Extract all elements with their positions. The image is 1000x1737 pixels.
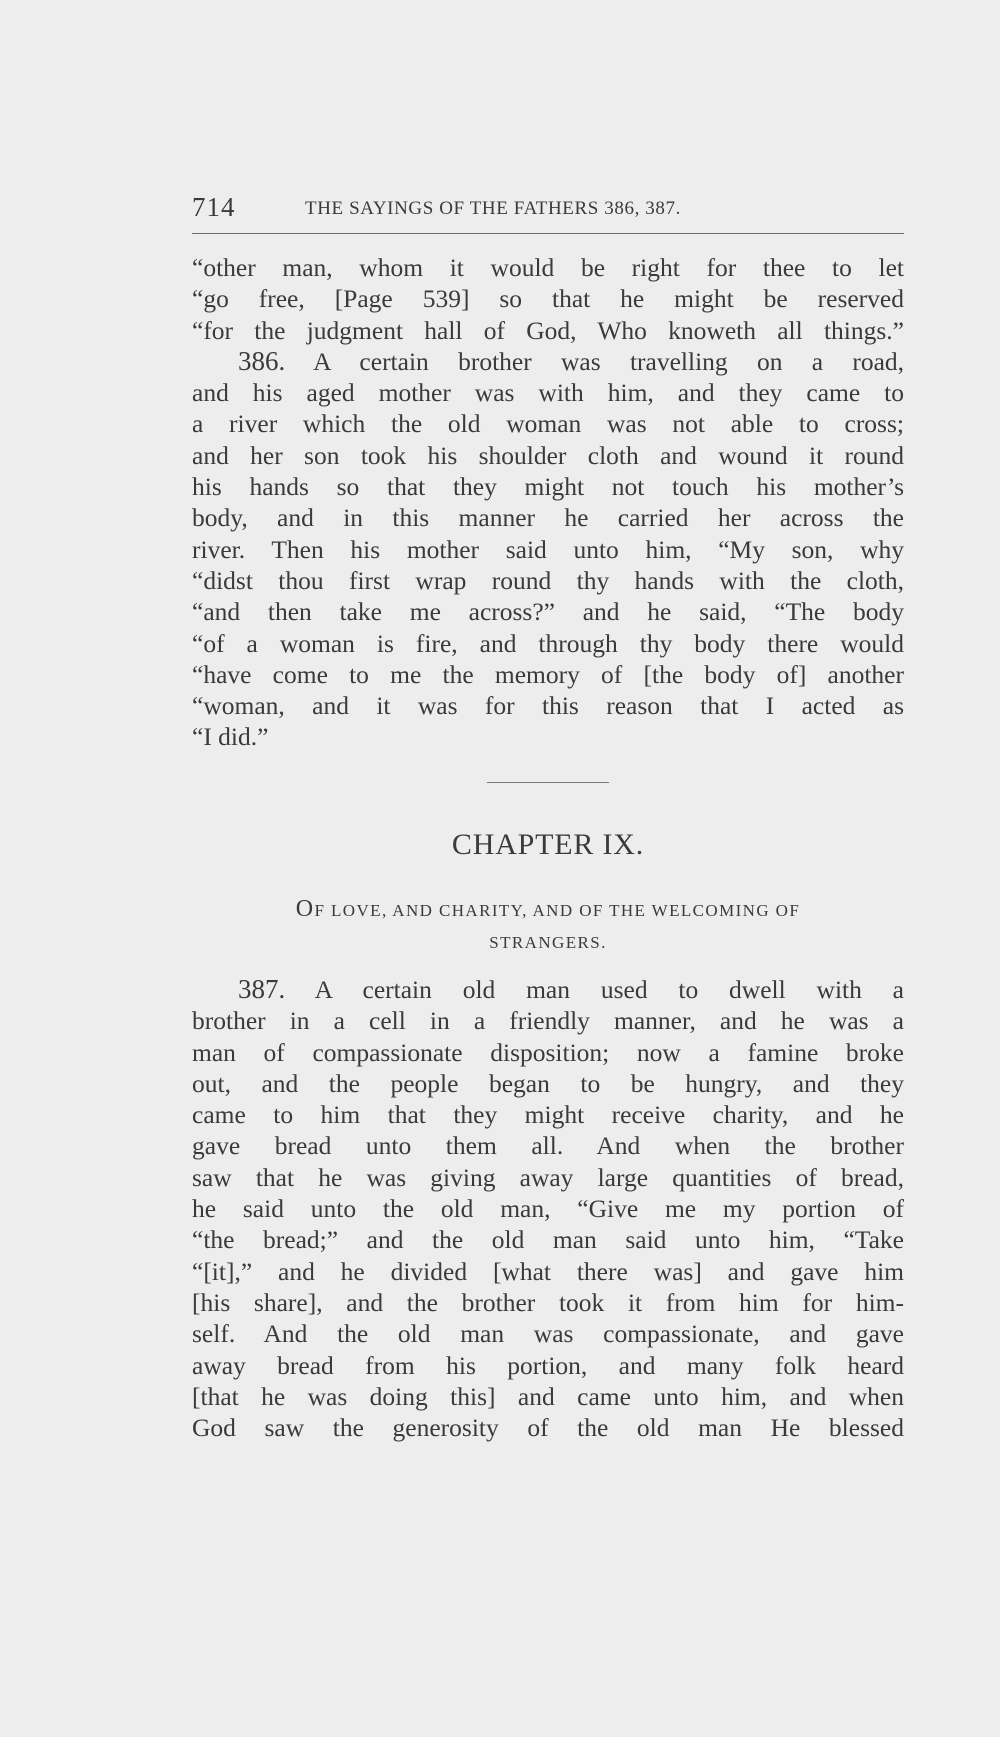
text-line: “didst thou first wrap round thy hands with the cloth, [192, 565, 904, 595]
text-line: and his aged mother was with him, and they came to [192, 378, 904, 408]
text-line: God saw the generosity of the old man He blessed [192, 1413, 904, 1443]
text-line: came to him that they might receive charity, and he [192, 1100, 904, 1130]
text-line: “other man, whom it would be right for thee to let [192, 253, 904, 282]
chapter-subtitle [192, 893, 904, 959]
running-title: THE SAYINGS OF THE FATHERS 386, 387. [305, 198, 681, 219]
text-line: and her son took his shoulder cloth and wound it round [192, 440, 904, 470]
continued-paragraph [192, 252, 904, 346]
text-line: river. Then his mother said unto him, “My son, why [192, 534, 904, 564]
text-line: self. And the old man was compassionate, and gave [192, 1319, 904, 1349]
subtitle-line: OF LOVE, AND CHARITY, AND OF THE WELCOMING OF [295, 896, 801, 922]
text-line: body, and in this manner he carried her across the [192, 503, 904, 533]
text-line: his hands so that they might not touch his mother’s [192, 472, 904, 502]
text-line: brother in a cell in a friendly manner, and he was a [192, 1006, 904, 1036]
text-line: “of a woman is fire, and through thy body there would [192, 628, 904, 658]
text-line: saw that he was giving away large quantities of bread, [192, 1162, 904, 1192]
running-head [192, 192, 904, 222]
text-line: 387. A certain old man used to dwell with a [238, 974, 904, 1004]
text-line: away bread from his portion, and many folk heard [192, 1350, 904, 1380]
text-line: [that he was doing this] and came unto him, and when [192, 1381, 904, 1411]
header-rule [192, 233, 904, 234]
text-line: “have come to me the memory of [the body of] another [192, 659, 904, 689]
text-line: “[it],” and he divided [what there was] and gave him [192, 1256, 904, 1286]
text-line: [his share], and the brother took it from him for him- [192, 1287, 904, 1317]
saying-number: 387. [238, 974, 286, 1004]
text-line: “and then take me across?” and he said, “The body [192, 597, 904, 627]
text-line: “woman, and it was for this reason that I acted as [192, 691, 904, 721]
text-line: gave bread unto them all. And when the brother [192, 1131, 904, 1161]
saying-387-paragraph [192, 974, 904, 1443]
subtitle-initial: O [295, 896, 315, 922]
chapter-heading: CHAPTER IX. [451, 828, 645, 861]
saying-386-paragraph [192, 346, 904, 753]
text-line: 386. A certain brother was travelling on a road, [238, 345, 905, 376]
page-number: 714 [192, 192, 236, 222]
section-divider [487, 782, 609, 783]
saying-number: 386. [238, 345, 286, 376]
text-line: out, and the people began to be hungry, and they [192, 1068, 904, 1098]
text-line: “for the judgment hall of God, Who knoweth all things.” [192, 315, 904, 345]
subtitle-line: STRANGERS. [489, 933, 607, 952]
text-line: “I did.” [192, 722, 269, 752]
text-line: a river which the old woman was not able to cross; [192, 409, 904, 439]
text-line: “the bread;” and the old man said unto him, “Take [192, 1225, 904, 1255]
text-line: man of compassionate disposition; now a famine broke [192, 1037, 904, 1067]
text-line: “go free, [Page 539] so that he might be reserved [192, 284, 904, 314]
text-line: he said unto the old man, “Give me my portion of [192, 1194, 904, 1224]
